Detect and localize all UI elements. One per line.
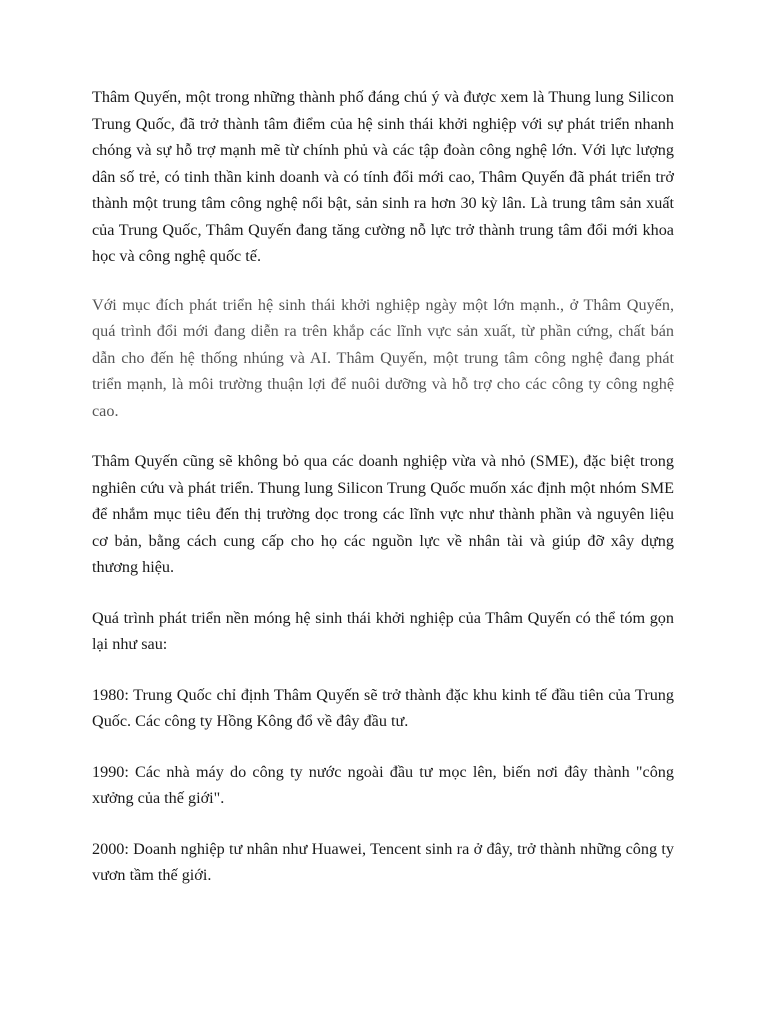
timeline-item-1980: 1980: Trung Quốc chỉ định Thâm Quyến sẽ trở thành đặc khu kinh tế đầu tiên của Trung Quốc. Các công ty Hồng Kông đổ về đây đầu tư.: [92, 685, 674, 730]
document-body: [92, 84, 674, 889]
timeline-item-1990: 1990: Các nhà máy do công ty nước ngoài đầu tư mọc lên, biến nơi đây thành "công xưởng của thế giới".: [92, 762, 674, 807]
paragraph-sme: Thâm Quyến cũng sẽ không bỏ qua các doanh nghiệp vừa và nhỏ (SME), đặc biệt trong nghiên cứu và phát triển. Thung lung Silicon Trung Quốc muốn xác định một nhóm SME để nhắm mục tiêu đến thị trường dọc trong các lĩnh vực như thành phần và nguyên liệu cơ bản, bằng cách cung cấp cho họ các nguồn lực về nhân tài và giúp đỡ xây dựng thương hiệu.: [92, 452, 674, 576]
paragraph-intro-text: Thâm Quyến, một trong những thành phố đáng chú ý và được xem là Thung lung Silicon Trung Quốc, đã trở thành tâm điểm của hệ sinh thái khởi nghiệp với sự phát triển nhanh chóng và sự hỗ trợ mạnh mẽ từ chính phủ và các tập đoàn công nghệ lớn. Với lực lượng dân số trẻ, có tinh thần kinh doanh và có tính đổi mới cao, Thâm Quyến đã phát triển trở thành một trung tâm công nghệ nổi bật, sản sinh ra hơn 30 kỳ lân. Là trung tâm sản xuất của Trung Quốc, Thâm Quyến đang tăng cường nỗ lực trở thành: [92, 88, 674, 239]
timeline-item-2000: 2000: Doanh nghiệp tư nhân như Huawei, Tencent sinh ra ở đây, trở thành những công ty vươn tầm thế giới.: [92, 839, 674, 884]
paragraph-intro: [92, 84, 674, 270]
paragraph-ecosystem: Với mục đích phát triển hệ sinh thái khởi nghiệp ngày một lớn mạnh., ở Thâm Quyến, quá trình đổi mới đang diễn ra trên khắp các lĩnh vực sản xuất, từ phần cứng, chất bán dẫn cho đến hệ thống nhúng và AI. Thâm Quyến, một trung tâm công nghệ đang phát triển mạnh, là môi trường thuận lợi để nuôi dưỡng và hỗ trợ cho các công ty công nghệ cao.: [92, 295, 674, 420]
paragraph-intro-last-line: trung tâm đổi mới khoa học và công nghệ quốc tế.: [92, 220, 674, 265]
paragraph-summary-intro: Quá trình phát triển nền móng hệ sinh thái khởi nghiệp của Thâm Quyến có thể tóm gọn lại như sau:: [92, 608, 674, 653]
